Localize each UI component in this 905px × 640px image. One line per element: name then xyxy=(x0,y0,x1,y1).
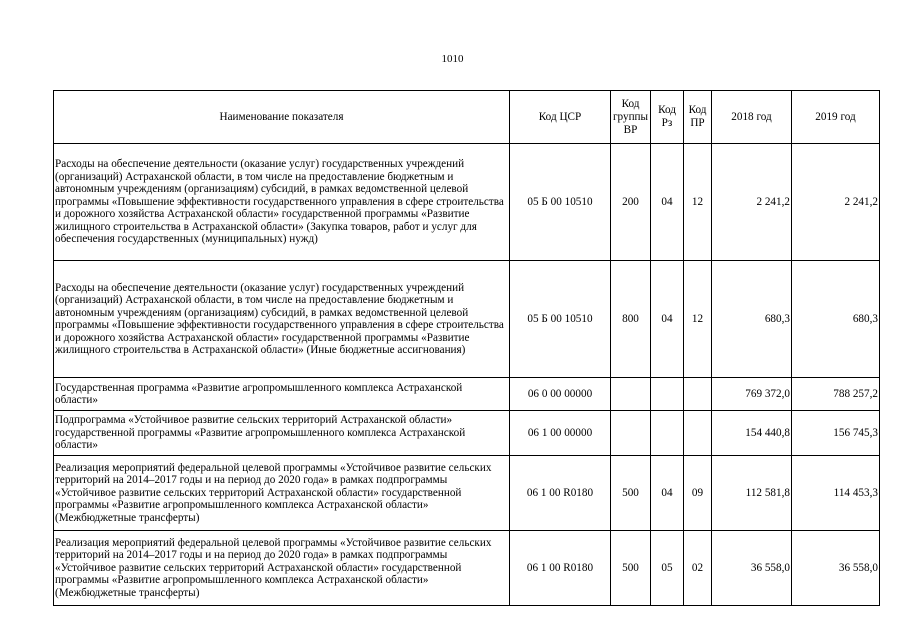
row-vr xyxy=(611,378,651,411)
row-name: Реализация мероприятий федеральной целевой программы «Устойчивое развитие сельских территорий на 2014–2017 годы и на период до 2020 года» в рамках подпрограммы «Устойчивое развитие сельских территорий Астраханской области» государственной программы «Развитие агропромышленного комплекса Астраханской области» (Межбюджетные трансферты) xyxy=(54,531,510,606)
header-vr: Код группы ВР xyxy=(611,91,651,144)
row-rz xyxy=(651,411,684,456)
table-row xyxy=(54,531,880,606)
row-vr: 500 xyxy=(611,456,651,531)
row-2019: 114 453,3 xyxy=(792,456,880,531)
header-2018: 2018 год xyxy=(712,91,792,144)
row-pr xyxy=(684,411,712,456)
row-csr: 05 Б 00 10510 xyxy=(510,261,611,378)
header-row xyxy=(54,91,880,144)
row-vr: 500 xyxy=(611,531,651,606)
table-row xyxy=(54,378,880,411)
budget-table xyxy=(53,90,880,606)
row-csr: 06 1 00 R0180 xyxy=(510,456,611,531)
row-csr: 06 1 00 R0180 xyxy=(510,531,611,606)
row-2018: 769 372,0 xyxy=(712,378,792,411)
row-csr: 05 Б 00 10510 xyxy=(510,144,611,261)
table-row xyxy=(54,261,880,378)
row-rz: 04 xyxy=(651,144,684,261)
header-2019: 2019 год xyxy=(792,91,880,144)
row-name: Подпрограмма «Устойчивое развитие сельских территорий Астраханской области» государственной программы «Развитие агропромышленного комплекса Астраханской области» xyxy=(54,411,510,456)
row-2019: 680,3 xyxy=(792,261,880,378)
row-pr: 12 xyxy=(684,144,712,261)
row-2019: 36 558,0 xyxy=(792,531,880,606)
page-number: 1010 xyxy=(441,53,464,65)
row-rz: 04 xyxy=(651,456,684,531)
row-2018: 680,3 xyxy=(712,261,792,378)
table-row xyxy=(54,456,880,531)
row-name: Расходы на обеспечение деятельности (оказание услуг) государственных учреждений (организаций) Астраханской области, в том числе на предоставление бюджетным и автономным учреждениям (организациям) субсидий, в рамках ведомственной целевой программы «Повышение эффективности государственного управления в сфере строительства и дорожного хозяйства Астраханской области» государственной программы «Развитие жилищного строительства в Астраханской области» (Закупка товаров, работ и услуг для обеспечения государственных (муниципальных) нужд) xyxy=(54,144,510,261)
header-name: Наименование показателя xyxy=(54,91,510,144)
header-rz: Код Рз xyxy=(651,91,684,144)
row-vr: 800 xyxy=(611,261,651,378)
row-2018: 112 581,8 xyxy=(712,456,792,531)
row-vr: 200 xyxy=(611,144,651,261)
row-rz xyxy=(651,378,684,411)
row-rz: 04 xyxy=(651,261,684,378)
row-pr xyxy=(684,378,712,411)
row-name: Государственная программа «Развитие агропромышленного комплекса Астраханской области» xyxy=(54,378,510,411)
row-vr xyxy=(611,411,651,456)
table-row xyxy=(54,411,880,456)
row-csr: 06 0 00 00000 xyxy=(510,378,611,411)
row-rz: 05 xyxy=(651,531,684,606)
table-row xyxy=(54,144,880,261)
row-2018: 36 558,0 xyxy=(712,531,792,606)
row-name: Расходы на обеспечение деятельности (оказание услуг) государственных учреждений (организаций) Астраханской области, в том числе на предоставление бюджетным и автономным учреждениям (организациям) субсидий, в рамках ведомственной целевой программы «Повышение эффективности государственного управления в сфере строительства и дорожного хозяйства Астраханской области» государственной программы «Развитие жилищного строительства в Астраханской области» (Иные бюджетные ассигнования) xyxy=(54,261,510,378)
row-pr: 09 xyxy=(684,456,712,531)
row-csr: 06 1 00 00000 xyxy=(510,411,611,456)
row-2018: 154 440,8 xyxy=(712,411,792,456)
header-pr: Код ПР xyxy=(684,91,712,144)
header-csr: Код ЦСР xyxy=(510,91,611,144)
row-2019: 2 241,2 xyxy=(792,144,880,261)
row-pr: 12 xyxy=(684,261,712,378)
row-2018: 2 241,2 xyxy=(712,144,792,261)
row-pr: 02 xyxy=(684,531,712,606)
row-name: Реализация мероприятий федеральной целевой программы «Устойчивое развитие сельских территорий на 2014–2017 годы и на период до 2020 года» в рамках подпрограммы «Устойчивое развитие сельских территорий Астраханской области» государственной программы «Развитие агропромышленного комплекса Астраханской области» (Межбюджетные трансферты) xyxy=(54,456,510,531)
row-2019: 156 745,3 xyxy=(792,411,880,456)
row-2019: 788 257,2 xyxy=(792,378,880,411)
